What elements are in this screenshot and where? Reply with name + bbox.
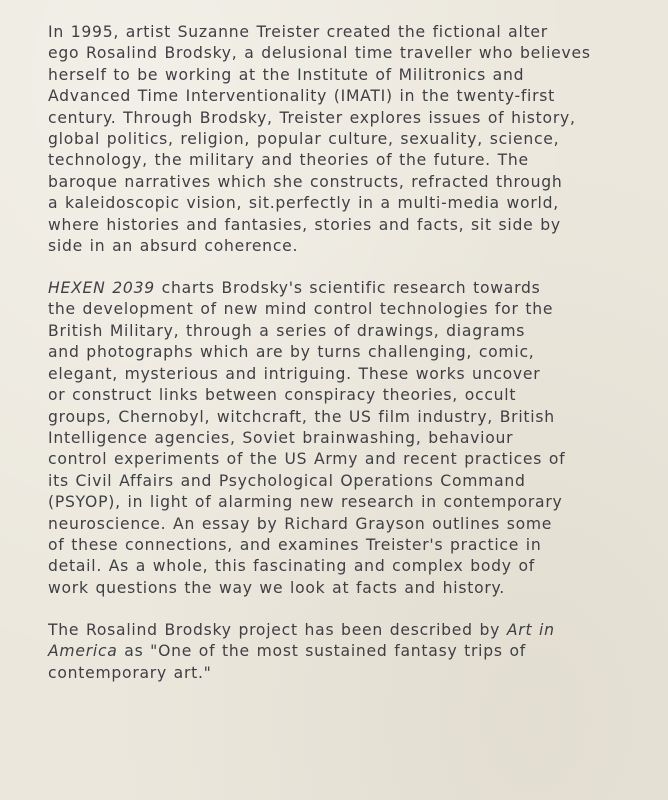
text-line: global politics, religion, popular culture, sexuality, science, (48, 130, 560, 149)
paragraph-quote (48, 620, 668, 684)
text-line: Intelligence agencies, Soviet brainwashing, behaviour (48, 428, 514, 447)
book-title: HEXEN 2039 (48, 279, 155, 298)
text-line: baroque narratives which she constructs, refracted through (48, 172, 563, 191)
text-line: contemporary art." (48, 663, 212, 682)
text-line: groups, Chernobyl, witchcraft, the US film industry, British (48, 407, 555, 426)
text-line: elegant, mysterious and intriguing. These works uncover (48, 364, 541, 383)
text-line: neuroscience. An essay by Richard Grayson outlines some (48, 514, 553, 533)
text-line: where histories and fantasies, stories and facts, sit side by (48, 215, 561, 234)
text-line (48, 278, 668, 299)
text-line: ego Rosalind Brodsky, a delusional time traveller who believes (48, 44, 591, 63)
text-line: and photographs which are by turns challenging, comic, (48, 343, 535, 362)
text-line: detail. As a whole, this fascinating and complex body of (48, 557, 536, 576)
text-line: century. Through Brodsky, Treister explores issues of history, (48, 108, 576, 127)
text-line (48, 620, 668, 641)
text-line: (PSYOP), in light of alarming new research in contemporary (48, 493, 563, 512)
text-line: work questions the way we look at facts and history. (48, 578, 505, 597)
text-line: a kaleidoscopic vision, sit.perfectly in a multi-media world, (48, 194, 559, 213)
text-line: technology, the military and theories of the future. The (48, 151, 529, 170)
paragraph-intro (48, 22, 668, 257)
text-line: its Civil Affairs and Psychological Operations Command (48, 471, 526, 490)
text-fragment: as "One of the most sustained fantasy trips of (117, 642, 527, 661)
text-fragment: charts Brodsky's scientific research towards (154, 279, 541, 298)
text-fragment: The Rosalind Brodsky project has been described by (48, 620, 507, 639)
blurb-text-block (48, 22, 668, 684)
text-line: or construct links between conspiracy theories, occult (48, 386, 517, 405)
text-line: herself to be working at the Institute of Militronics and (48, 65, 525, 84)
text-line: Advanced Time Interventionality (IMATI) in the twenty-first (48, 87, 556, 106)
publication-title: America (48, 642, 118, 661)
text-line: the development of new mind control technologies for the (48, 300, 554, 319)
paragraph-hexen (48, 278, 668, 599)
text-line: In 1995, artist Suzanne Treister created the fictional alter (48, 23, 548, 41)
text-line: British Military, through a series of drawings, diagrams (48, 321, 526, 340)
publication-title: Art in (506, 620, 555, 639)
text-line: of these connections, and examines Treister's practice in (48, 535, 542, 554)
text-line: control experiments of the US Army and recent practices of (48, 450, 566, 469)
text-line: side in an absurd coherence. (48, 237, 299, 256)
text-line (48, 641, 668, 662)
